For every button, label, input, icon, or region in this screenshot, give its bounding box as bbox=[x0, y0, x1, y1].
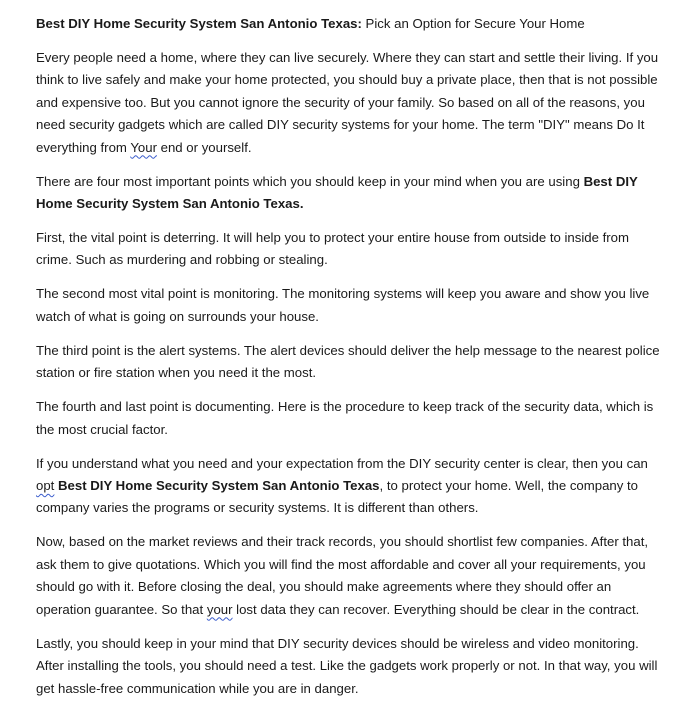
paragraph-deterring: First, the vital point is deterring. It will help you to protect your entire house from outside to inside from crime. Such as murdering and robbing or stealing. bbox=[36, 230, 629, 268]
paragraph-text: There are four most important points which you should keep in your mind when you are using bbox=[36, 173, 584, 189]
paragraph-documenting: The fourth and last point is documenting. Here is the procedure to keep track of the security data, which is the most crucial factor. bbox=[36, 399, 654, 437]
grammar-flag: your bbox=[206, 601, 233, 617]
paragraph-text: If you understand what you need and your expectation from the DIY security center is clear, then you can bbox=[36, 455, 648, 471]
paragraph-text: , to protect your home. Well, the company to company varies the programs or security systems. It is different than others. bbox=[36, 478, 639, 516]
bold-keyword: Best DIY Home Security System San Antonio Texas. bbox=[36, 173, 638, 212]
title-rest: Pick an Option for Secure Your Home bbox=[361, 16, 585, 31]
title-bold: Best DIY Home Security System San Antonio Texas: bbox=[36, 16, 362, 31]
paragraph-monitoring: The second most vital point is monitoring. The monitoring systems will keep you aware and show you live watch of what is going on surrounds your house. bbox=[36, 286, 650, 324]
paragraph-text: end or yourself. bbox=[156, 139, 252, 155]
paragraph-lastly: Lastly, you should keep in your mind that DIY security devices should be wireless and video monitoring. After installing the tools, you should need a test. Like the gadgets work properly or not. In that way, you will get hassle-free communication while you are in danger. bbox=[36, 635, 658, 696]
document-title bbox=[36, 13, 664, 35]
grammar-flag: Your bbox=[130, 139, 157, 155]
paragraph-choose bbox=[36, 453, 664, 520]
paragraph-shortlist bbox=[36, 531, 664, 621]
paragraph-text: Every people need a home, where they can live securely. Where they can start and settle their living. If you think to live safely and make your home protected, you should buy a private place, then that is not possible and expensive too. But you cannot ignore the security of your family. So based on all of the reasons, you need security gadgets which are called DIY security systems for your home. The term "DIY" means Do It everything from bbox=[36, 50, 659, 155]
paragraph-alert: The third point is the alert systems. The alert devices should deliver the help message to the nearest police station or fire station when you need it the most. bbox=[36, 342, 660, 381]
paragraph-intro bbox=[36, 47, 664, 159]
document-body bbox=[36, 13, 664, 712]
bold-keyword: Best DIY Home Security System San Antonio Texas bbox=[58, 478, 380, 494]
paragraph-text: lost data they can recover. Everything should be clear in the contract. bbox=[232, 601, 640, 617]
paragraph-four-points bbox=[36, 171, 664, 216]
grammar-flag: opt bbox=[36, 478, 55, 494]
paragraph-text: Now, based on the market reviews and their track records, you should shortlist few companies. After that, ask them to give quotations. Which you will find the most affordable and cover all your requirements, you should go with it. Before closing the deal, you should make agreements where they should offer an operation guarantee. So that bbox=[36, 534, 649, 617]
